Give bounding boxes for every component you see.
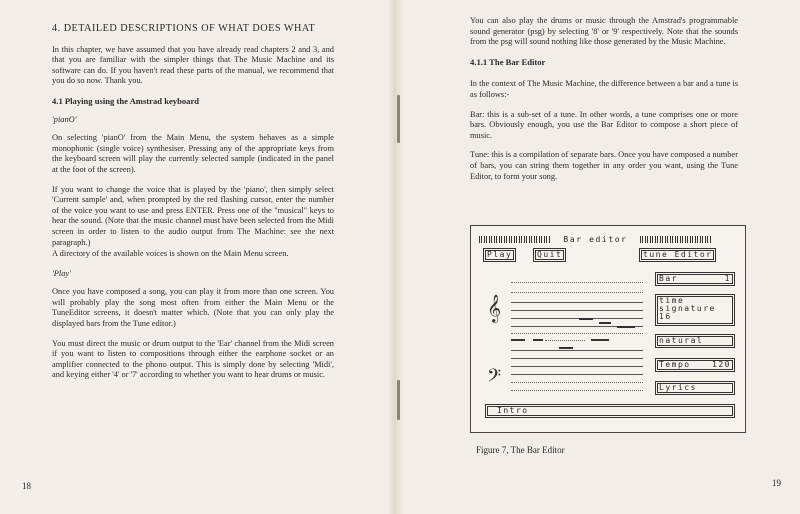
piano-paragraph-2: If you want to change the voice that is played by the 'piano', then simply select 'Current sample' and, when prompted by the red flashing cursor, enter the number of the voice you want to use and press ENTER. Press one of the "musical" keys to hear the sound. (Note that the music channel must have been selected from the Midi screen in order to listen to the audio output from The Machine: see the next paragraph.) — [52, 184, 334, 247]
book-gutter — [388, 0, 404, 514]
quit-button[interactable]: Quit — [533, 248, 566, 262]
intro-text-field[interactable] — [485, 404, 735, 418]
ledger-dotted — [511, 390, 643, 391]
tune-editor-button[interactable]: tune Editor — [639, 248, 716, 262]
piano-heading: 'pianO' — [52, 114, 77, 124]
bar-field[interactable] — [655, 272, 735, 286]
tempo-field[interactable] — [655, 358, 735, 372]
piano-paragraph-3: A directory of the available voices is shown on the Main Menu screen. — [52, 249, 289, 259]
figure-caption: Figure 7, The Bar Editor — [476, 445, 565, 455]
bar-tune-difference-paragraph: In the context of The Music Machine, the difference between a bar and a tune is as follows:- — [470, 79, 738, 99]
play-button[interactable]: Play — [483, 248, 516, 262]
intro-paragraph: In this chapter, we have assumed that you have already read chapters 2 and 3, and that you are familiar with the simpler things that The Music Machine and its software can do. If you haven't read these parts of the manual, we recommend that you do so now. Thank you. — [52, 44, 334, 86]
staple — [397, 380, 400, 420]
title-pattern-left — [479, 236, 551, 243]
note-mark — [591, 339, 609, 341]
page-number-right: 19 — [772, 478, 781, 488]
chapter-title: 4. DETAILED DESCRIPTIONS OF WHAT DOES WHAT — [52, 23, 316, 34]
tempo-value: 120 — [712, 360, 731, 369]
ledger-dotted — [545, 340, 585, 341]
bar-editor-title-bar — [479, 235, 741, 244]
tune-definition-paragraph: Tune: this is a compilation of separate bars. Once you have composed a number of bars, you can string them together in any order you want, using the Tune Editor, to form your song. — [470, 150, 738, 181]
staff-line — [511, 318, 643, 319]
ledger-dotted — [511, 333, 643, 334]
time-signature-line-1: time — [659, 296, 685, 305]
page-number-left: 18 — [22, 481, 31, 491]
ledger-dotted — [511, 382, 643, 383]
bar-editor-title: Bar editor — [563, 235, 628, 244]
note-mark — [579, 318, 593, 320]
staff-line — [511, 310, 643, 311]
note-mark — [559, 347, 573, 349]
staff-line — [511, 374, 643, 375]
time-signature-line-2: signature — [659, 304, 716, 313]
bar-label: Bar — [659, 274, 678, 283]
bass-clef-icon: 𝄢 — [487, 366, 502, 391]
staff-line — [511, 302, 643, 303]
staff-line — [511, 366, 643, 367]
treble-clef-icon: 𝄞 — [487, 294, 502, 322]
note-mark — [511, 339, 525, 341]
note-mark — [533, 339, 543, 341]
play-paragraph-2: You must direct the music or drum output to the 'Ear' channel from the Midi screen if you want to listen to compositions through either the earphone socket or an amplifier connected to the phono output. This is simply done by selecting 'Midi', and keying either '4' or '7' according to whether you want to hear drums or music. — [52, 338, 334, 380]
ledger-dotted — [511, 282, 643, 283]
title-pattern-right — [640, 236, 712, 243]
time-signature-field[interactable] — [655, 294, 735, 326]
staff-line — [511, 350, 643, 351]
natural-button[interactable]: natural — [655, 334, 735, 348]
play-heading: 'Play' — [52, 268, 71, 278]
note-mark — [617, 326, 635, 328]
right-text-column — [470, 16, 738, 191]
left-text-column — [52, 18, 334, 390]
staple — [397, 95, 400, 143]
psg-paragraph: You can also play the drums or music through the Amstrad's programmable sound generator (psg) by selecting '8' or '9' respectively. Note that the sounds from the psg will sound nothing like those generated by the Music Machine. — [470, 16, 738, 47]
section-title: 4.1 Playing using the Amstrad keyboard — [52, 95, 200, 106]
lyrics-button[interactable]: Lyrics — [655, 381, 735, 395]
ledger-dotted — [511, 292, 643, 293]
bar-editor-section-title: 4.1.1 The Bar Editor — [470, 56, 546, 67]
time-signature-value: 16 — [659, 312, 672, 321]
staff-line — [511, 358, 643, 359]
play-paragraph-1: Once you have composed a song, you can play it from more than one screen. You will probably play the song most often from either the Main Menu or the TuneEditor screens, it doesn't matter which. (Note that you can only play the displayed bars from the Tune editor.) — [52, 287, 334, 329]
note-mark — [599, 322, 611, 324]
bar-value: 1 — [724, 274, 731, 283]
bar-definition-paragraph: Bar: this is a sub-set of a tune. In other words, a tune comprises one or more bars. Obviously enough, you use the Bar Editor to compose a short piece of music. — [470, 109, 738, 140]
intro-label: Intro — [497, 406, 529, 415]
bar-editor-screen — [470, 225, 746, 433]
tempo-label: Tempo — [659, 360, 691, 369]
piano-paragraph-1: On selecting 'pianO' from the Main Menu, the system behaves as a simple monophonic (single voice) synthesiser. Pressing any of the appropriate keys from the keyboard screen will play the currently selected sample (indicated in the panel at the foot of the screen). — [52, 133, 334, 174]
